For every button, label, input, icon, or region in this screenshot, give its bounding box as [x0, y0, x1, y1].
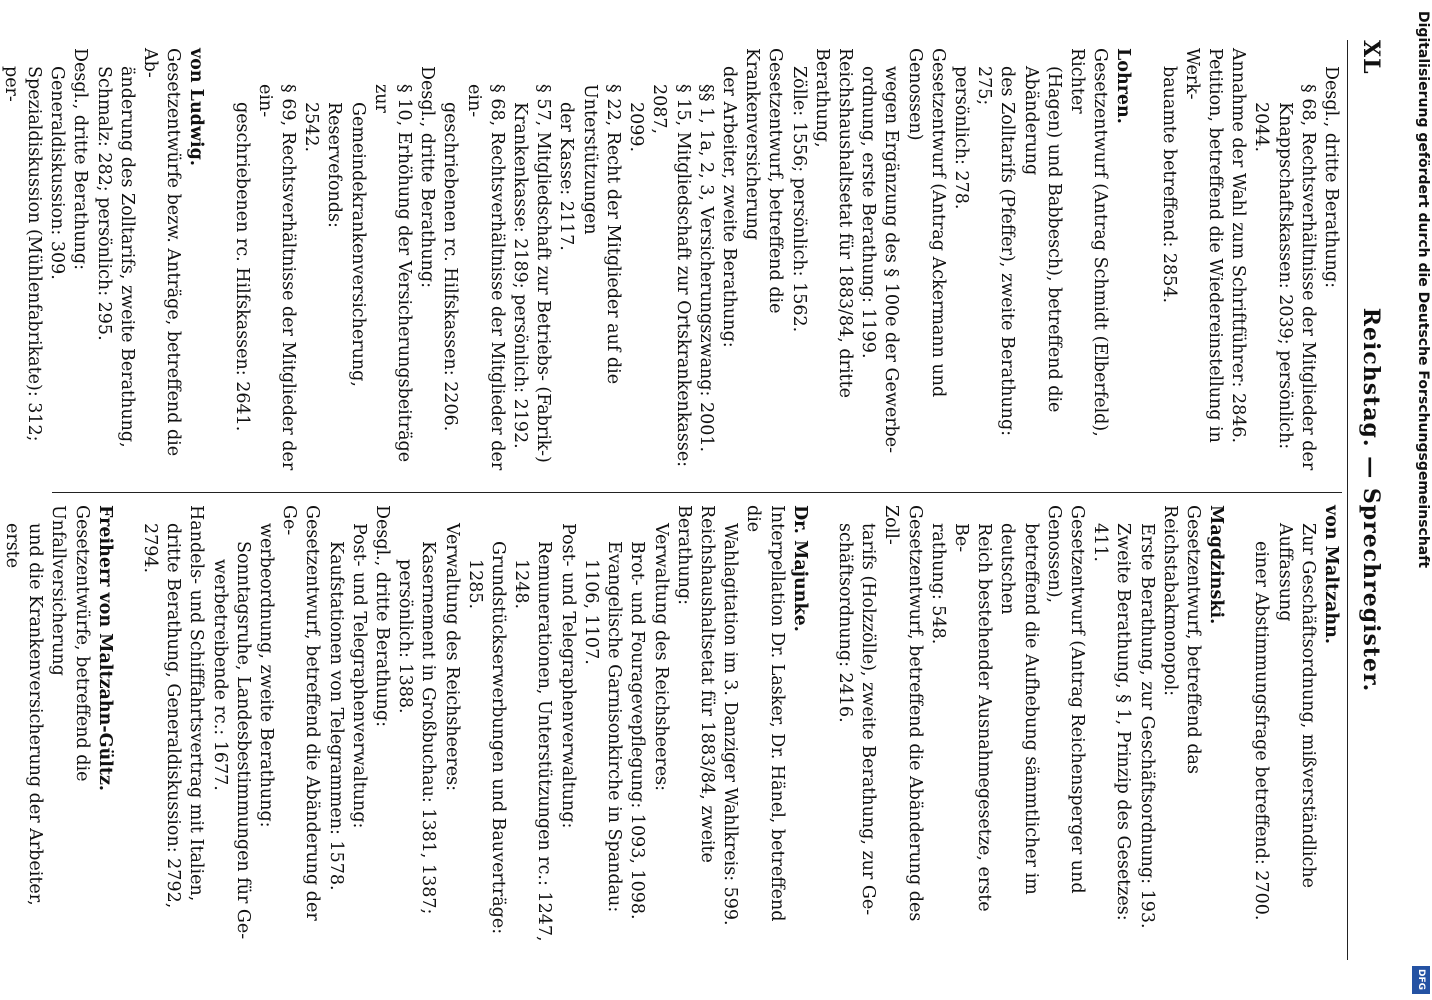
index-line: schäftsordnung: 2416. [834, 523, 855, 723]
index-line: Post- und Telegraphenverwaltung: [348, 523, 369, 829]
entry-spacer [116, 505, 138, 945]
index-line: Gesetzentwurf, betreffend die Abänderung des Zoll- [881, 505, 925, 922]
index-line: Erste Berathung, zur Geschäftsordnung: 193. [1136, 523, 1157, 929]
column-divider [52, 492, 1342, 493]
index-line: der Arbeiter, zweite Berathung: [718, 66, 739, 348]
index-line: Kasernement in Großbuchau: 1381, 1387; [418, 541, 439, 915]
index-line: Reich bestehender Ausnahmegesetze, erste Be- [950, 523, 995, 912]
index-line: Petition, betreffend die Wiedereinstellung in Werk- [1181, 48, 1225, 443]
speaker-name: Freiherr von Maltzahn-Gültz. [94, 505, 115, 792]
index-line: Generaldiskussion: 309. [47, 66, 68, 280]
index-line: Gemeindekrankenversicherung, Reservefonds: [324, 102, 368, 387]
index-line: Remunerationen, Unterstützungen rc.: 1247, [534, 541, 555, 942]
index-line: § 22, Recht der Mitglieder auf die Unterstützungen [579, 84, 623, 385]
index-line: Evangelische Garnisonkirche in Spandau: [604, 541, 625, 913]
index-line: Spezialdiskussion (Mühlenfabrikate): 312; per- [0, 66, 45, 442]
index-line: Interpellation Dr. Lasker, Dr. Hänel, betreffend die [743, 505, 787, 922]
index-line: Knappschaftskassen: 2039; persönlich: 2044. [1251, 102, 1295, 450]
right-column [2, 505, 1342, 945]
speaker-name: von Ludwig. [186, 48, 207, 166]
index-line: Annahme der Wahl zum Schriftführer: 2846. [1228, 48, 1249, 444]
index-line: Gesetzentwurf (Antrag Reichensperger und Genossen), [1043, 505, 1087, 894]
index-line: Schmalz: 282; persönlich: 295. [93, 66, 114, 341]
index-line: tarifs (Holzzölle), zweite Berathung, zur Ge- [858, 523, 879, 916]
index-line: einer Abstimmungsfrage betreffend: 2700. [1251, 541, 1272, 921]
index-line: dritte Berathung, Generaldiskussion: 2792, 2794. [140, 523, 184, 909]
index-line: Reichshaushaltsetat für 1883/84, zweite Berathung: [673, 505, 717, 863]
index-line: persönlich: 278. [950, 66, 971, 210]
index-line: Handels- und Schifffahrtsvertrag mit Italien, [186, 505, 207, 902]
left-column [0, 48, 1342, 478]
index-line: Gesetzentwurf, betreffend die Abänderung der Ge- [279, 505, 323, 921]
index-line: Gesetzentwurf (Antrag Schmidt (Elberfeld), Richter [1066, 48, 1111, 437]
index-line: werbeordnung, zweite Berathung: [256, 523, 277, 828]
index-line: Desgl., dritte Berathung: [70, 48, 91, 270]
footer-strip [1410, 0, 1432, 1000]
index-line: des Zolltarifs (Pfeffer), zweite Berathung: 275; [974, 66, 1018, 437]
index-line: wegen Ergänzung des § 100e der Gewerbe- [881, 66, 902, 454]
entry-spacer [207, 48, 229, 478]
index-line: Brot- und Fouragevepflegung: 1093, 1098. [627, 541, 648, 920]
index-line: betreffend die Aufhebung sämmtlicher im deutschen [997, 523, 1041, 895]
index-line: geschriebenen rc. Hilfskassen: 2206. [440, 102, 461, 432]
index-line: Gesetzentwurf, betreffend das Reichstabakmonopol: [1159, 505, 1203, 774]
index-line: Reichshaushaltsetat für 1883/84, dritte Berathung, [811, 48, 855, 398]
index-line: rathung: 548. [927, 523, 948, 645]
page-number: XL [1358, 40, 1384, 75]
index-line: § 68, Rechtsverhältnisse der Mitglieder der ein- [463, 84, 507, 471]
index-line: 2542. [301, 102, 322, 153]
entry-spacer [1134, 48, 1156, 478]
index-line: bauamte betreffend: 2854. [1158, 66, 1179, 304]
index-line: Gesetzentwürfe bezw. Anträge, betreffend die Ab- [140, 48, 184, 457]
speaker-name: Lohren. [1113, 48, 1134, 124]
index-line: werbetreibende rc.: 1677. [209, 559, 230, 791]
dfg-logo: DFG [1412, 966, 1430, 994]
index-line: Post- und Telegraphenverwaltung: [557, 523, 578, 829]
index-line: persönlich: 1388. [395, 559, 416, 714]
index-line: Zölle: 1556; persönlich: 1562. [788, 66, 809, 333]
entry-spacer [811, 505, 833, 945]
index-line: 1285. [464, 559, 485, 610]
index-line: Gesetzentwurf (Antrag Ackermann und Genossen) [904, 48, 948, 398]
index-line: Krankenkasse: 2189; persönlich: 2192. [510, 102, 531, 449]
index-line: § 10, Erhöhung der Versicherungsbeiträge zur [370, 84, 415, 463]
index-line: Zweite Berathung, § 1, Prinzip des Gesetzes: 411. [1090, 523, 1134, 921]
index-line: Verwaltung des Reichsheeres: [441, 523, 462, 791]
speaker-name: von Maltzahn. [1321, 505, 1341, 644]
header-rule [1347, 40, 1348, 960]
index-line: der Kasse: 2117. [556, 102, 577, 251]
index-line: Grundstückserwerbungen und Bauverträge: [488, 541, 509, 935]
index-line: und die Krankenversicherung der Arbeiter, erste [2, 523, 46, 906]
index-line: § 68, Rechtsverhältnisse der Mitglieder der [1297, 84, 1318, 471]
running-head [1354, 40, 1384, 960]
index-line: § 57, Mitgliedschaft zur Betriebs- (Fabrik-) [533, 84, 554, 463]
index-line: änderung des Zolltarifs, zweite Berathung, [116, 66, 137, 448]
index-line: Desgl., dritte Berathung: [1321, 66, 1341, 288]
index-line: Gesetzentwurf, betreffend die Krankenversicherung [742, 48, 786, 314]
index-line: Zur Geschäftsordnung, mißverständliche Auffassung [1274, 523, 1318, 888]
index-line: Kaufstationen von Telegrammen: 1578. [325, 541, 346, 891]
digitization-credit: Digitalisierung gefördert durch die Deutsche Forschungsgemeinschaft [1415, 11, 1431, 569]
speaker-name: Magdzinski. [1206, 505, 1227, 625]
index-line: geschriebenen rc. Hilfskassen: 2641. [231, 102, 252, 432]
index-line: Verwaltung des Reichsheeres: [650, 523, 671, 791]
index-line: §§ 1, 1a, 2, 3, Versicherungszwang: 2001. [695, 84, 716, 453]
index-line: Desgl., dritte Berathung: [372, 505, 393, 727]
index-line: Wahlagitation im 3. Danziger Wahlkreis: 599. [720, 523, 741, 926]
index-line: ordnung, erste Berathung: 1199. [858, 66, 879, 359]
index-line: Sonntagsruhe, Landesbestimmungen für Ge- [232, 541, 253, 940]
index-line: § 15, Mitgliedschaft zur Ortskrankenkasse: 2087, [649, 84, 693, 468]
index-line: 1106, 1107. [580, 559, 601, 665]
index-line: § 69, Rechtsverhältnisse der Mitglieder der ein- [254, 84, 299, 471]
index-line: 2099. [626, 102, 647, 153]
entry-spacer [1227, 505, 1249, 945]
index-line: 1248. [511, 559, 532, 610]
running-title: Reichstag. — Sprechregister. [1358, 307, 1384, 693]
speaker-name: Dr. Majunke. [789, 505, 810, 632]
index-line: (Hagen) und Babbesch), betreffend die Abänderung [1020, 66, 1064, 413]
index-line: Desgl., dritte Berathung: [417, 66, 438, 288]
index-line: Gesetzentwürfe, betreffend die Unfallversicherung [48, 505, 92, 782]
